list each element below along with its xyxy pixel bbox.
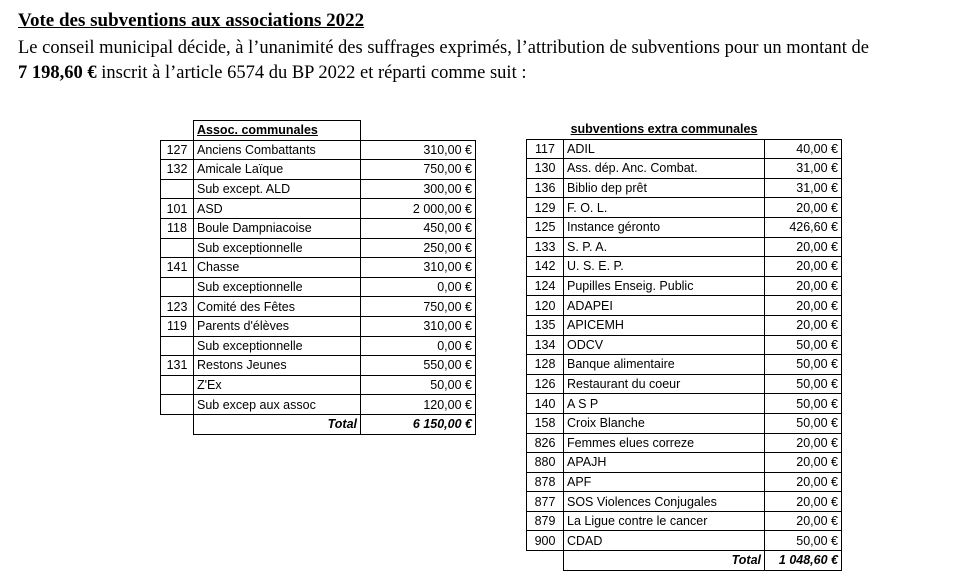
total-amount-text: 7 198,60 € <box>18 63 97 83</box>
row-number: 119 <box>161 316 194 336</box>
extra-row <box>527 374 842 394</box>
row-label: Comité des Fêtes <box>194 297 361 317</box>
extra-total-row <box>527 551 842 571</box>
row-label: A S P <box>564 394 765 414</box>
communal-row <box>161 160 476 180</box>
row-number <box>161 238 194 258</box>
row-number: 879 <box>527 511 564 531</box>
row-amount: 310,00 € <box>361 316 476 336</box>
row-label: APF <box>564 472 765 492</box>
total-spacer <box>161 414 194 434</box>
extra-row <box>527 139 842 159</box>
row-label: Femmes elues correze <box>564 433 765 453</box>
extra-table-header: subventions extra communales <box>564 120 765 139</box>
row-number: 141 <box>161 258 194 278</box>
row-amount: 20,00 € <box>765 315 842 335</box>
row-amount: 20,00 € <box>765 276 842 296</box>
extra-row <box>527 159 842 179</box>
row-amount: 31,00 € <box>765 178 842 198</box>
row-number: 123 <box>161 297 194 317</box>
row-amount: 40,00 € <box>765 139 842 159</box>
communal-table-header: Assoc. communales <box>194 121 361 141</box>
communal-row <box>161 140 476 160</box>
communal-row <box>161 375 476 395</box>
row-label: Pupilles Enseig. Public <box>564 276 765 296</box>
row-amount: 310,00 € <box>361 140 476 160</box>
row-amount: 0,00 € <box>361 277 476 297</box>
communal-row <box>161 316 476 336</box>
row-number: 120 <box>527 296 564 316</box>
row-label: ODCV <box>564 335 765 355</box>
extra-row <box>527 217 842 237</box>
row-number <box>161 179 194 199</box>
row-label: Sub exceptionnelle <box>194 336 361 356</box>
row-number: 124 <box>527 276 564 296</box>
communal-row <box>161 336 476 356</box>
communal-row <box>161 356 476 376</box>
communal-row <box>161 179 476 199</box>
row-amount: 50,00 € <box>361 375 476 395</box>
extra-row <box>527 335 842 355</box>
communal-total-row <box>161 414 476 434</box>
row-number: 133 <box>527 237 564 257</box>
row-amount: 31,00 € <box>765 159 842 179</box>
row-number: 127 <box>161 140 194 160</box>
extra-row <box>527 492 842 512</box>
communal-table-header-row <box>161 121 476 141</box>
row-label: Amicale Laïque <box>194 160 361 180</box>
extra-table-body <box>527 120 842 570</box>
row-label: Z'Ex <box>194 375 361 395</box>
row-amount: 0,00 € <box>361 336 476 356</box>
row-number: 128 <box>527 355 564 375</box>
row-number: 125 <box>527 217 564 237</box>
communal-row <box>161 297 476 317</box>
communal-row <box>161 277 476 297</box>
row-number: 158 <box>527 413 564 433</box>
row-label: ASD <box>194 199 361 219</box>
extra-row <box>527 413 842 433</box>
document-heading: Vote des subventions aux associations 2022 <box>18 10 365 31</box>
row-amount: 20,00 € <box>765 257 842 277</box>
row-number: 135 <box>527 315 564 335</box>
row-number: 140 <box>527 394 564 414</box>
row-label: Boule Dampniacoise <box>194 218 361 238</box>
row-number: 129 <box>527 198 564 218</box>
header-spacer <box>161 121 194 141</box>
row-amount: 20,00 € <box>765 492 842 512</box>
communal-row <box>161 199 476 219</box>
intro-line-2: inscrit à l’article 6574 du BP 2022 et réparti comme suit : <box>96 63 527 83</box>
extra-row <box>527 453 842 473</box>
row-number: 132 <box>161 160 194 180</box>
row-amount: 750,00 € <box>361 297 476 317</box>
intro-line-1: Le conseil municipal décide, à l’unanimité des suffrages exprimés, l’attribution de subventions pour un montant de <box>18 38 869 58</box>
row-amount: 20,00 € <box>765 198 842 218</box>
row-number: 878 <box>527 472 564 492</box>
row-label: Ass. dép. Anc. Combat. <box>564 159 765 179</box>
row-amount: 50,00 € <box>765 413 842 433</box>
extra-row <box>527 394 842 414</box>
row-number: 117 <box>527 139 564 159</box>
row-amount: 50,00 € <box>765 335 842 355</box>
communal-row <box>161 218 476 238</box>
row-number: 130 <box>527 159 564 179</box>
row-number: 101 <box>161 199 194 219</box>
extra-row <box>527 296 842 316</box>
row-amount: 250,00 € <box>361 238 476 258</box>
row-amount: 50,00 € <box>765 531 842 551</box>
row-number: 900 <box>527 531 564 551</box>
total-amount: 1 048,60 € <box>765 551 842 571</box>
extra-row <box>527 355 842 375</box>
communal-row <box>161 395 476 415</box>
row-amount: 50,00 € <box>765 355 842 375</box>
row-amount: 20,00 € <box>765 511 842 531</box>
extra-row <box>527 433 842 453</box>
extra-row <box>527 178 842 198</box>
extra-row <box>527 511 842 531</box>
row-label: La Ligue contre le cancer <box>564 511 765 531</box>
row-amount: 20,00 € <box>765 433 842 453</box>
header-spacer <box>765 120 842 139</box>
total-label: Total <box>194 414 361 434</box>
row-label: Parents d'élèves <box>194 316 361 336</box>
communal-table-body <box>161 121 476 435</box>
row-amount: 450,00 € <box>361 218 476 238</box>
row-label: Banque alimentaire <box>564 355 765 375</box>
extra-row <box>527 257 842 277</box>
extra-row <box>527 531 842 551</box>
row-number <box>161 277 194 297</box>
row-label: F. O. L. <box>564 198 765 218</box>
communal-row <box>161 258 476 278</box>
header-spacer <box>527 120 564 139</box>
extra-row <box>527 472 842 492</box>
total-amount: 6 150,00 € <box>361 414 476 434</box>
row-amount: 750,00 € <box>361 160 476 180</box>
row-label: APAJH <box>564 453 765 473</box>
row-label: S. P. A. <box>564 237 765 257</box>
row-amount: 50,00 € <box>765 394 842 414</box>
row-label: Anciens Combattants <box>194 140 361 160</box>
row-label: Sub excep aux assoc <box>194 395 361 415</box>
row-number: 134 <box>527 335 564 355</box>
extra-row <box>527 198 842 218</box>
row-amount: 2 000,00 € <box>361 199 476 219</box>
extra-communal-subsidies-table <box>526 120 842 571</box>
communal-row <box>161 238 476 258</box>
row-number: 142 <box>527 257 564 277</box>
row-amount: 310,00 € <box>361 258 476 278</box>
row-amount: 426,60 € <box>765 217 842 237</box>
row-number: 880 <box>527 453 564 473</box>
row-number: 826 <box>527 433 564 453</box>
row-amount: 20,00 € <box>765 237 842 257</box>
row-amount: 50,00 € <box>765 374 842 394</box>
row-number <box>161 336 194 356</box>
row-amount: 120,00 € <box>361 395 476 415</box>
row-label: ADIL <box>564 139 765 159</box>
row-amount: 550,00 € <box>361 356 476 376</box>
extra-row <box>527 315 842 335</box>
intro-paragraph <box>18 36 963 86</box>
total-label: Total <box>564 551 765 571</box>
row-label: Croix Blanche <box>564 413 765 433</box>
row-amount: 20,00 € <box>765 296 842 316</box>
extra-row <box>527 276 842 296</box>
communal-subsidies-table <box>160 120 476 435</box>
row-label: Instance géronto <box>564 217 765 237</box>
row-number: 126 <box>527 374 564 394</box>
row-amount: 20,00 € <box>765 453 842 473</box>
row-label: Sub exceptionnelle <box>194 238 361 258</box>
row-number: 136 <box>527 178 564 198</box>
row-number <box>161 395 194 415</box>
header-spacer <box>361 121 476 141</box>
row-number: 877 <box>527 492 564 512</box>
total-spacer <box>527 551 564 571</box>
row-label: Sub exceptionnelle <box>194 277 361 297</box>
row-label: Biblio dep prêt <box>564 178 765 198</box>
row-label: Restaurant du coeur <box>564 374 765 394</box>
extra-table-header-row <box>527 120 842 139</box>
extra-row <box>527 237 842 257</box>
row-label: ADAPEI <box>564 296 765 316</box>
row-number <box>161 375 194 395</box>
row-amount: 300,00 € <box>361 179 476 199</box>
row-label: SOS Violences Conjugales <box>564 492 765 512</box>
row-label: U. S. E. P. <box>564 257 765 277</box>
row-label: Sub except. ALD <box>194 179 361 199</box>
row-number: 131 <box>161 356 194 376</box>
row-amount: 20,00 € <box>765 472 842 492</box>
row-label: APICEMH <box>564 315 765 335</box>
row-label: Restons Jeunes <box>194 356 361 376</box>
row-label: CDAD <box>564 531 765 551</box>
row-number: 118 <box>161 218 194 238</box>
row-label: Chasse <box>194 258 361 278</box>
